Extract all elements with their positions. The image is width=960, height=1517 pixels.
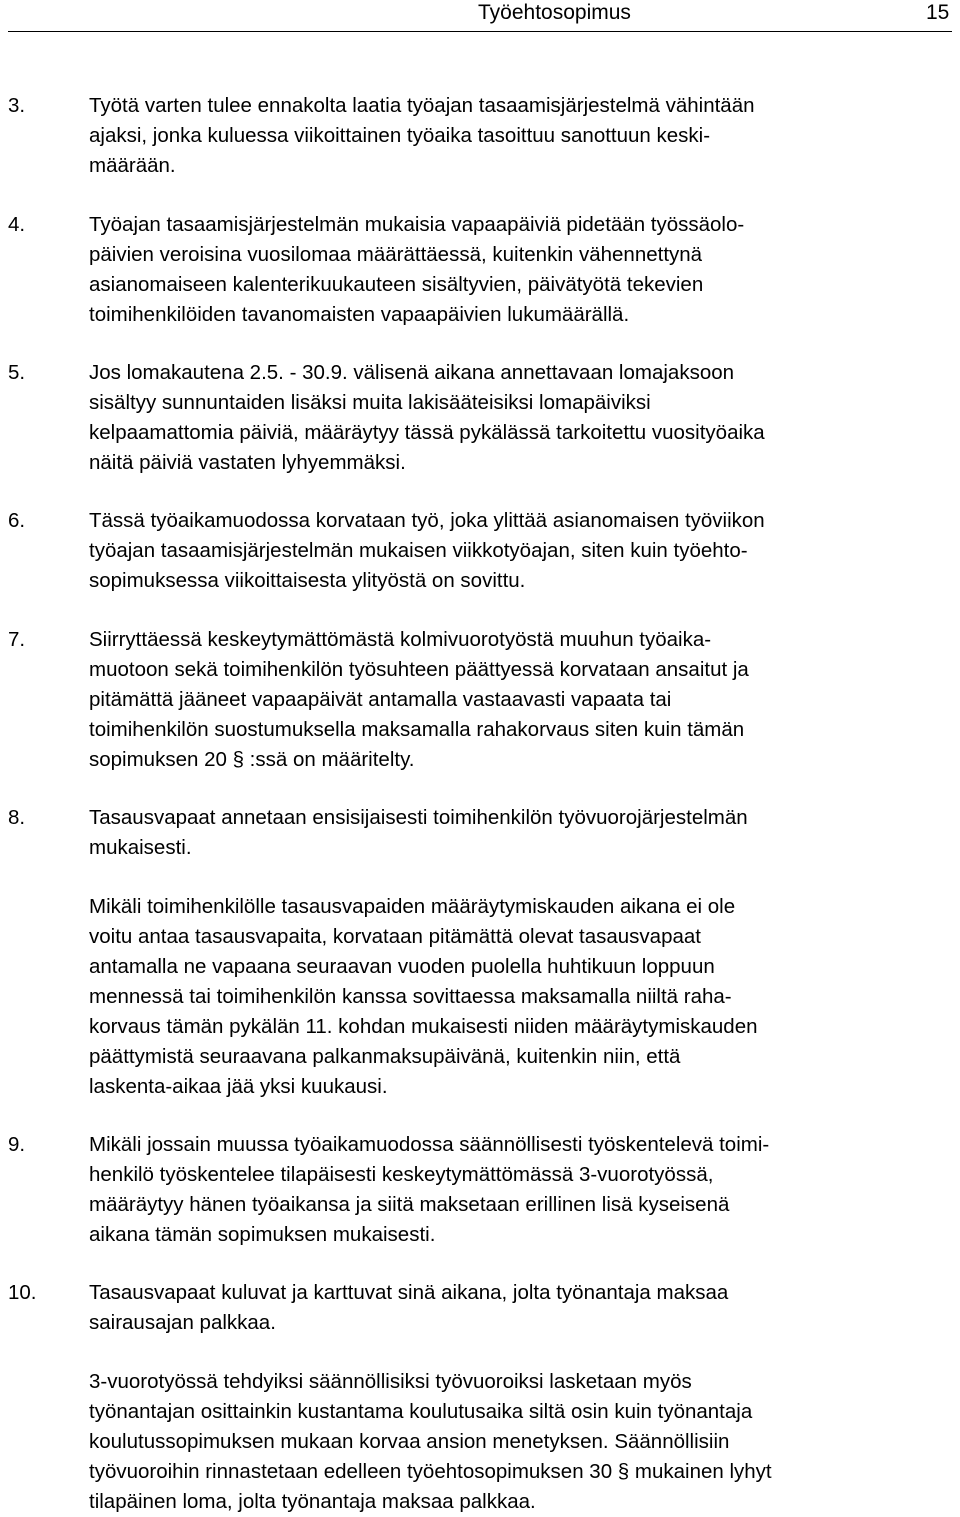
text-line: pitämättä jääneet vapaapäivät antamalla vastaavasti vapaata tai (89, 688, 672, 711)
text-line: Tasausvapaat kuluvat ja karttuvat sinä aikana, jolta työnantaja maksaa (89, 1281, 729, 1304)
text-line: sairausajan palkkaa. (89, 1311, 276, 1334)
item-number: 8. (8, 806, 26, 829)
page-number: 15 (926, 1, 950, 24)
item-number: 10. (8, 1281, 37, 1304)
text-line: voitu antaa tasausvapaita, korvataan pitämättä olevat tasausvapaat (89, 925, 701, 948)
text-line: sisältyy sunnuntaiden lisäksi muita lakisääteisiksi lomapäiviksi (89, 391, 651, 414)
text-line: laskenta-aikaa jää yksi kuukausi. (89, 1075, 388, 1098)
text-line: työnantajan osittainkin kustantama koulutusaika siltä osin kuin työnantaja (89, 1400, 753, 1423)
text-line: ajaksi, jonka kuluessa viikoittainen työaika tasoittuu sanottuun keski- (89, 124, 711, 147)
text-line: 3-vuorotyössä tehdyiksi säännöllisiksi työvuoroiksi lasketaan myös (89, 1370, 692, 1393)
text-line: Työtä varten tulee ennakolta laatia työajan tasaamisjärjestelmä vähintään (89, 94, 755, 117)
text-line: työajan tasaamisjärjestelmän mukaisen viikkotyöajan, siten kuin työehto- (89, 539, 748, 562)
item-paragraph (89, 358, 954, 478)
item-paragraph (89, 1367, 954, 1517)
item-paragraph (89, 506, 954, 596)
text-line: toimihenkilöiden tavanomaisten vapaapäivien lukumäärällä. (89, 303, 630, 326)
text-line: Jos lomakautena 2.5. - 30.9. välisenä aikana annettavaan lomajaksoon (89, 361, 735, 384)
text-line: kelpaamattomia päiviä, määräytyy tässä pykälässä tarkoitettu vuosityöaika (89, 421, 765, 444)
text-line: mukaisesti. (89, 836, 192, 859)
text-line: henkilö työskentelee tilapäisesti keskeytymättömässä 3-vuorotyössä, (89, 1163, 714, 1186)
text-line: näitä päiviä vastaten lyhyemmäksi. (89, 451, 406, 474)
text-line: Siirryttäessä keskeytymättömästä kolmivuorotyöstä muuhun työaika- (89, 628, 712, 651)
page-header (0, 0, 960, 32)
text-line: mennessä tai toimihenkilön kanssa sovittaessa maksamalla niiltä raha- (89, 985, 732, 1008)
text-line: sopimuksessa viikoittaisesta ylityöstä on sovittu. (89, 569, 526, 592)
item-number: 7. (8, 628, 26, 651)
text-line: muotoon sekä toimihenkilön työsuhteen päättyessä korvataan ansaitut ja (89, 658, 749, 681)
text-line: työvuoroihin rinnastetaan edelleen työehtosopimuksen 30 § mukainen lyhyt (89, 1460, 772, 1483)
text-line: määräytyy hänen työaikansa ja siitä maksetaan erillinen lisä kyseisenä (89, 1193, 730, 1216)
item-number: 5. (8, 361, 26, 384)
text-line: aikana tämän sopimuksen mukaisesti. (89, 1223, 436, 1246)
document-title: Työehtosopimus (478, 1, 631, 24)
text-line: koulutussopimuksen mukaan korvaa ansion menetyksen. Säännöllisiin (89, 1430, 730, 1453)
text-line: toimihenkilön suostumuksella maksamalla rahakorvaus siten kuin tämän (89, 718, 745, 741)
item-paragraph (89, 91, 954, 181)
item-number: 6. (8, 509, 26, 532)
text-line: määrään. (89, 154, 176, 177)
item-paragraph (89, 892, 954, 1102)
item-number: 9. (8, 1133, 26, 1156)
text-line: antamalla ne vapaana seuraavan vuoden puolella huhtikuun loppuun (89, 955, 715, 978)
item-paragraph (89, 1278, 954, 1338)
text-line: Tasausvapaat annetaan ensisijaisesti toimihenkilön työvuorojärjestelmän (89, 806, 748, 829)
text-line: sopimuksen 20 § :ssä on määritelty. (89, 748, 415, 771)
text-line: päättymistä seuraavana palkanmaksupäivänä, kuitenkin niin, että (89, 1045, 681, 1068)
item-paragraph (89, 1130, 954, 1250)
header-divider (8, 31, 952, 32)
text-line: Tässä työaikamuodossa korvataan työ, joka ylittää asianomaisen työviikon (89, 509, 765, 532)
text-line: Mikäli jossain muussa työaikamuodossa säännöllisesti työskentelevä toimi- (89, 1133, 770, 1156)
item-number: 4. (8, 213, 26, 236)
item-number: 3. (8, 94, 26, 117)
text-line: Työajan tasaamisjärjestelmän mukaisia vapaapäiviä pidetään työssäolo- (89, 213, 745, 236)
text-line: korvaus tämän pykälän 11. kohdan mukaisesti niiden määräytymiskauden (89, 1015, 758, 1038)
item-paragraph (89, 210, 954, 330)
text-line: asianomaiseen kalenterikuukauteen sisältyvien, päivätyötä tekevien (89, 273, 704, 296)
text-line: päivien veroisina vuosilomaa määrättäessä, kuitenkin vähennettynä (89, 243, 703, 266)
item-paragraph (89, 625, 954, 775)
text-line: tilapäinen loma, jolta työnantaja maksaa palkkaa. (89, 1490, 536, 1513)
item-paragraph (89, 803, 954, 863)
text-line: Mikäli toimihenkilölle tasausvapaiden määräytymiskauden aikana ei ole (89, 895, 736, 918)
